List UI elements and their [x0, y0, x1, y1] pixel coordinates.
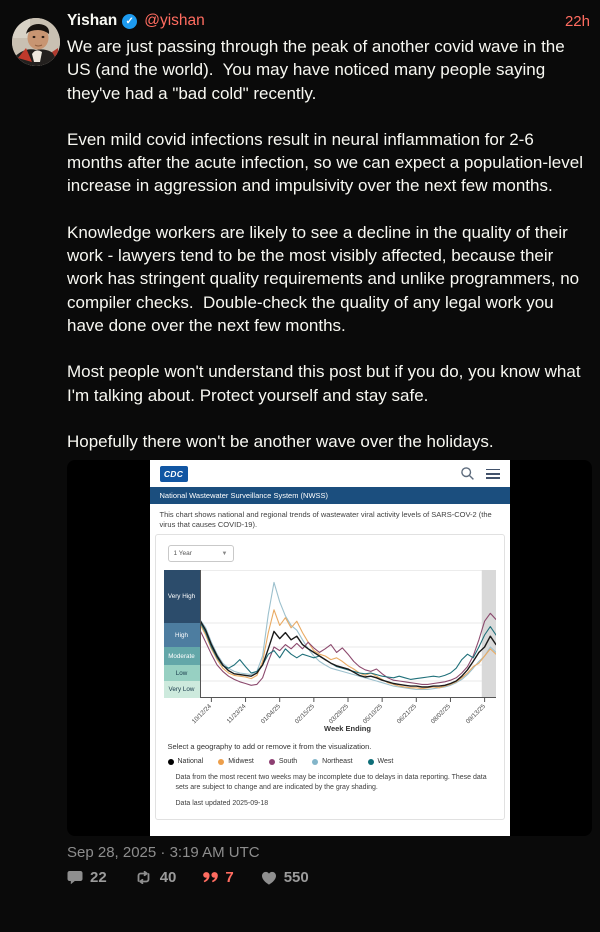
- x-tick-label: 05/10/25: [361, 703, 385, 726]
- chart-plot-area[interactable]: [200, 570, 496, 698]
- legend-label: South: [278, 758, 298, 766]
- tweet-stats: [67, 869, 600, 886]
- x-tick-label: 06/21/25: [395, 703, 419, 726]
- time-range-dropdown[interactable]: [168, 545, 234, 562]
- nwss-title-bar: National Wastewater Surveillance System (NWSS): [150, 487, 510, 504]
- tweet-text: [67, 35, 592, 453]
- cdc-screenshot: [150, 460, 510, 836]
- tweet-paragraph: Knowledge workers are likely to see a decline in the quality of their work - lawyers tend to be the most visibly affected, because their work has stringent quality requirements and unlike programmers, no compiler checks. Double-check the quality of any legal work you have done over the next few months.: [67, 222, 584, 335]
- x-tick-label: 11/23/24: [225, 703, 248, 726]
- author-name[interactable]: Yishan: [67, 12, 118, 29]
- activity-level-axis: [164, 570, 200, 698]
- tweet-time[interactable]: 22h: [564, 12, 590, 30]
- tweet-image-attachment[interactable]: [67, 460, 592, 836]
- tweet-paragraph: We are just passing through the peak of another covid wave in the US (and the world). You may have noticed many people saying they've had a "bad cold" recently.: [67, 37, 570, 103]
- heart-icon: [261, 871, 277, 885]
- author-handle[interactable]: @yishan: [144, 12, 205, 29]
- legend-dot-midwest: [218, 759, 224, 765]
- cdc-logo[interactable]: CDC: [160, 466, 188, 482]
- comment-icon: [67, 870, 83, 885]
- x-tick-label: 03/29/25: [327, 703, 350, 726]
- band-very-high: Very High: [164, 570, 200, 623]
- legend-label: Midwest: [228, 758, 254, 766]
- legend-item-national[interactable]: [168, 758, 204, 765]
- chevron-down-icon: ▼: [221, 550, 228, 557]
- legend-dot-national: [168, 759, 174, 765]
- avatar-photo: [12, 18, 60, 66]
- cdc-site-header: [150, 460, 510, 487]
- legend-label: West: [377, 758, 394, 766]
- likes-stat: [261, 869, 309, 886]
- x-tick-label: 01/04/25: [259, 703, 282, 726]
- x-axis-title: Week Ending: [324, 724, 371, 734]
- time-range-value: 1 Year: [173, 550, 192, 558]
- legend-item-northeast[interactable]: [312, 758, 352, 765]
- tweet-header: [67, 12, 590, 30]
- legend-item-west[interactable]: [368, 758, 394, 765]
- tweet-paragraph: Hopefully there won't be another wave over the holidays.: [67, 431, 494, 451]
- tweet: [0, 12, 600, 932]
- legend-item-midwest[interactable]: [218, 758, 254, 765]
- chart-card: [155, 534, 505, 819]
- menu-icon[interactable]: [486, 469, 500, 479]
- quote-icon: [203, 872, 218, 883]
- legend-item-south[interactable]: [269, 758, 297, 765]
- x-tick-label: 02/15/25: [293, 703, 316, 726]
- legend-label: National: [177, 758, 204, 766]
- x-axis-tick-labels: [191, 698, 496, 726]
- geography-prompt: Select a geography to add or remove it from the visualization.: [167, 742, 372, 752]
- tweet-paragraph: Most people won't understand this post but if you do, you know what I'm talking about. Protect yourself and stay safe.: [67, 362, 586, 405]
- quotes-stat: [203, 869, 233, 886]
- data-disclaimer: [176, 773, 490, 808]
- likes-count: 550: [283, 869, 309, 887]
- legend-label: Northeast: [322, 758, 353, 766]
- tweet-date: Sep 28, 2025 · 3:19 AM UTC: [67, 844, 260, 862]
- avatar[interactable]: [12, 18, 60, 66]
- band-high: High: [164, 623, 200, 647]
- band-low: Low: [164, 665, 200, 681]
- chart-canvas: [200, 570, 496, 703]
- legend-dot-west: [368, 759, 374, 765]
- last-updated-text: Data last updated 2025-09-18: [175, 800, 269, 808]
- retweets-stat: [134, 869, 177, 886]
- x-tick-label: 09/13/25: [464, 703, 487, 726]
- comments-count: 22: [90, 869, 107, 887]
- band-very-low: Very Low: [164, 681, 200, 698]
- comments-stat: [67, 869, 107, 886]
- verified-icon: ✓: [122, 14, 137, 29]
- disclaimer-text: Data from the most recent two weeks may be incomplete due to delays in data reporting. These data sets are subject to change and are indicated by the gray shading.: [175, 774, 487, 791]
- tweet-paragraph: Even mild covid infections result in neural inflammation for 2-6 months after the acute infection, so we can expect a population-level increase in aggression and impulsivity over the next few months.: [67, 129, 588, 196]
- legend-dot-northeast: [312, 759, 318, 765]
- chart-legend: [168, 758, 496, 765]
- x-tick-label: 08/02/25: [430, 703, 453, 726]
- retweet-icon: [134, 871, 153, 884]
- search-icon[interactable]: [460, 466, 475, 481]
- x-tick-label: 10/12/24: [191, 703, 214, 726]
- quotes-count: 7: [225, 869, 234, 887]
- chart-description: This chart shows national and regional trends of wastewater viral activity levels of SARS-COV-2 (the virus that causes COVID-19).: [159, 510, 492, 529]
- retweets-count: 40: [159, 869, 177, 887]
- wastewater-trend-chart[interactable]: [164, 570, 496, 698]
- legend-dot-south: [269, 759, 275, 765]
- band-moderate: Moderate: [164, 647, 200, 665]
